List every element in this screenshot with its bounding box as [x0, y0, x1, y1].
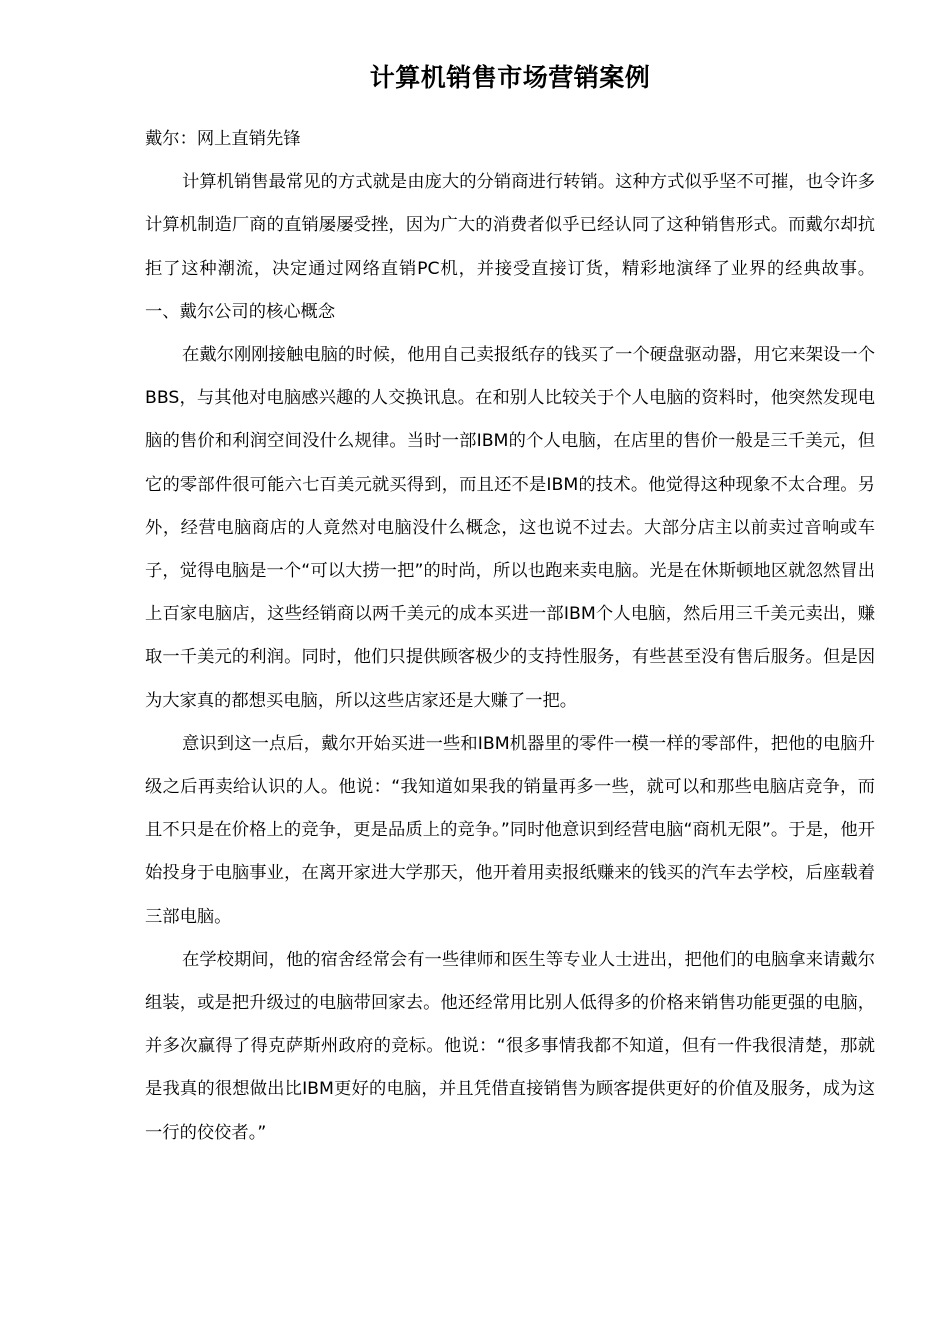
paragraph-upgrading: 意识到这一点后，戴尔开始买进一些和IBM机器里的零件一模一样的零部件，把他的电脑升级之后再卖给认识的人。他说：“我知道如果我的销量再多一些，就可以和那些电脑店竞争，而且不只是在价格上的竞争，更是品质上的竞争。”同时他意识到经营电脑“商机无限”。于是，他开始投身于电脑事业，在离开家进大学那天，他开着用卖报纸赚来的钱买的汽车去学校，后座载着三部电脑。: [145, 733, 875, 927]
case-subtitle: 戴尔：网上直销先锋: [145, 129, 301, 149]
paragraph-early-years: 在戴尔刚刚接触电脑的时候，他用自己卖报纸存的钱买了一个硬盘驱动器，用它来架设一个BBS，与其他对电脑感兴趣的人交换讯息。在和别人比较关于个人电脑的资料时，他突然发现电脑的售价和利润空间没什么规律。当时一部IBM的个人电脑，在店里的售价一般是三千美元，但它的零部件很可能六七百美元就买得到，而且还不是IBM的技术。他觉得这种现象不太合理。另外，经营电脑商店的人竟然对电脑没什么概念，这也说不过去。大部分店主以前卖过音响或车子，觉得电脑是一个“可以大捞一把”的时尚，所以也跑来卖电脑。光是在休斯顿地区就忽然冒出上百家电脑店，这些经销商以两千美元的成本买进一部IBM个人电脑，然后用三千美元卖出，赚取一千美元的利润。同时，他们只提供顾客极少的支持性服务，有些甚至没有售后服务。但是因为大家真的都想买电脑，所以这些店家还是大赚了一把。: [145, 345, 875, 711]
paragraph-intro: 计算机销售最常见的方式就是由庞大的分销商进行转销。这种方式似乎坚不可摧，也令许多计算机制造厂商的直销屡屡受挫，因为广大的消费者似乎已经认同了这种销售形式。而戴尔却抗拒了这种潮流，决定通过网络直销PC机，并接受直接订货，精彩地演绎了业界的经典故事。一、戴尔公司的核心概念: [145, 172, 875, 322]
paragraph-school: 在学校期间，他的宿舍经常会有一些律师和医生等专业人士进出，把他们的电脑拿来请戴尔组装，或是把升级过的电脑带回家去。他还经常用比别人低得多的价格来销售功能更强的电脑，并多次赢得了得克萨斯州政府的竞标。他说：“很多事情我都不知道，但有一件我很清楚，那就是我真的很想做出比IBM更好的电脑，并且凭借直接销售为顾客提供更好的价值及服务，成为这一行的佼佼者。”: [145, 949, 875, 1143]
page-title: 计算机销售市场营销案例: [369, 63, 651, 92]
document-body: [145, 118, 875, 1155]
